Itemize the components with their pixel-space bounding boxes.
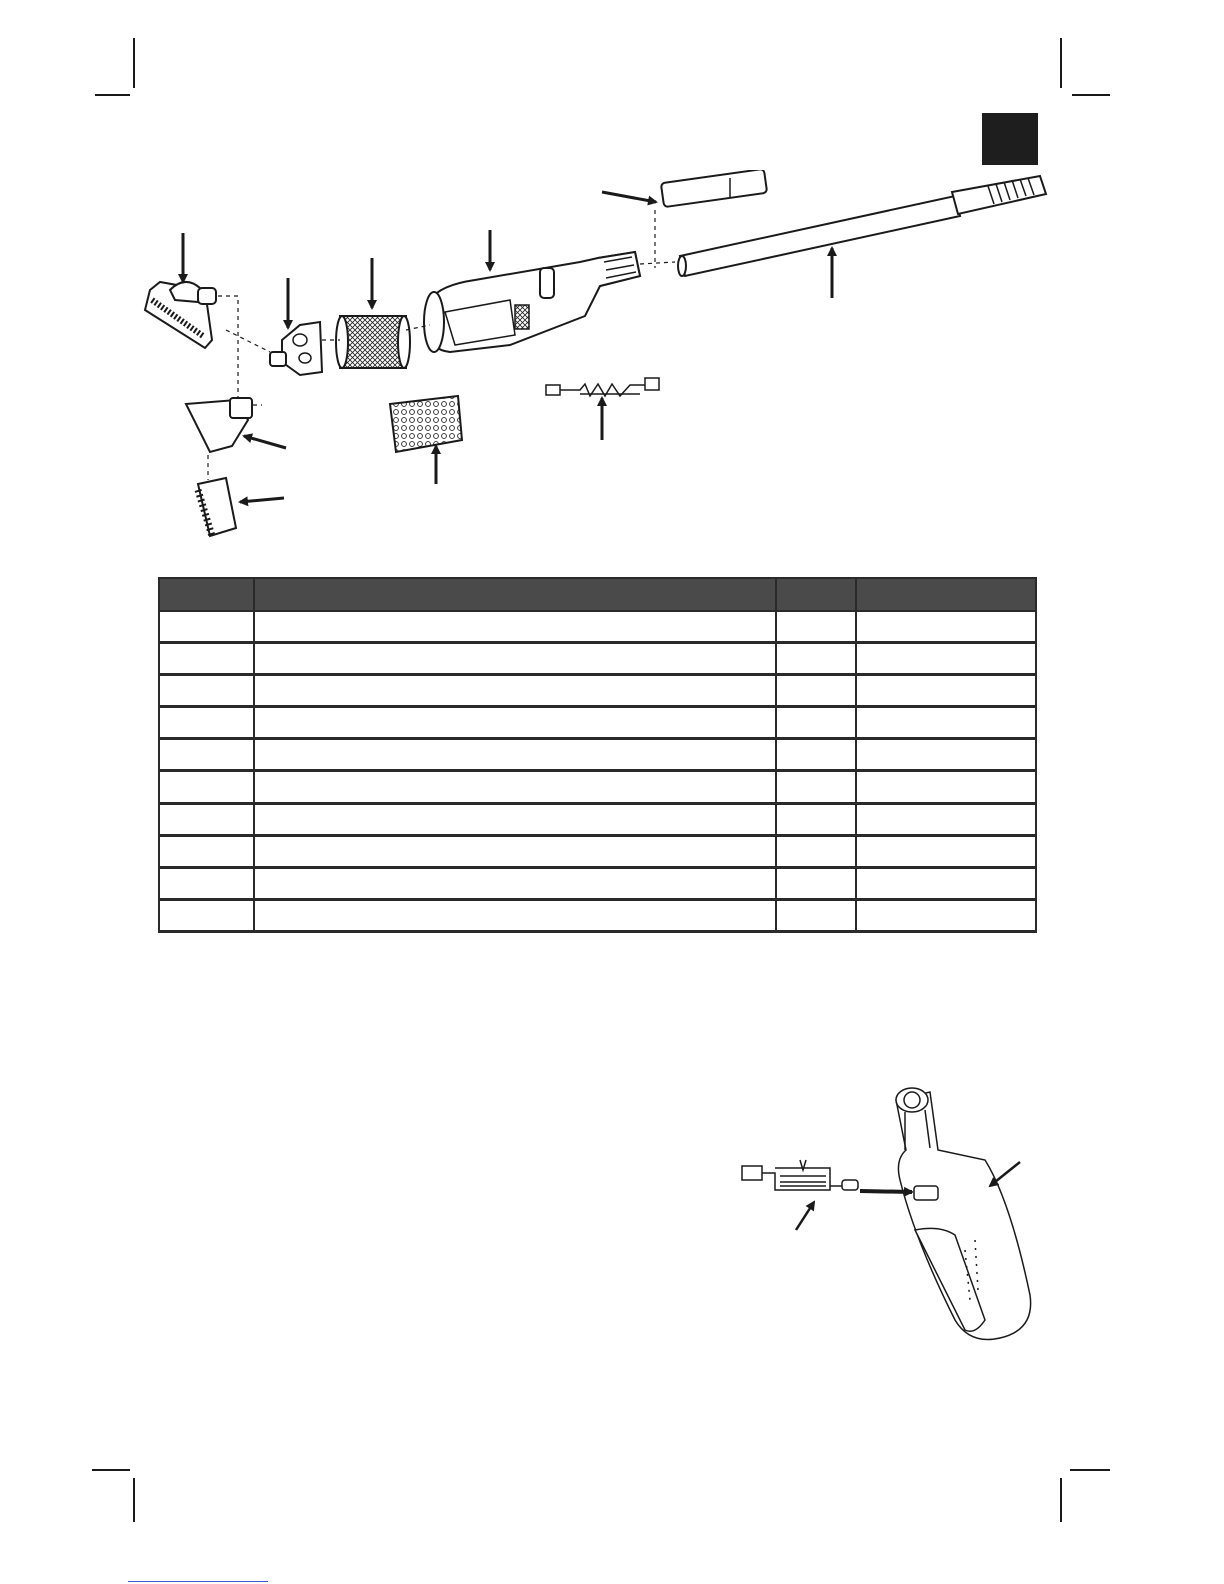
footer-link-underline[interactable] <box>128 1581 268 1582</box>
crop-mark-tr-v <box>1060 38 1062 88</box>
cell-number <box>159 771 254 803</box>
crop-mark-tr-h <box>1072 94 1110 96</box>
crop-mark-bl-v <box>133 1478 135 1522</box>
small-brush-icon <box>198 478 236 536</box>
cell-quantity <box>776 643 856 675</box>
cell-part-number <box>856 803 1036 835</box>
cell-description <box>254 739 776 771</box>
table-row <box>159 899 1036 931</box>
table-row <box>159 611 1036 643</box>
cell-description <box>254 643 776 675</box>
vacuum-body-icon <box>424 252 640 352</box>
cell-number <box>159 835 254 867</box>
filter-cartridge-icon <box>336 316 410 368</box>
arrow-cable-charging <box>796 1202 814 1230</box>
charging-diagram <box>720 1080 1060 1350</box>
cell-description <box>254 611 776 643</box>
cell-quantity <box>776 899 856 931</box>
crop-mark-bl-h <box>92 1469 130 1471</box>
table-row <box>159 739 1036 771</box>
table-row <box>159 707 1036 739</box>
usb-cable-charging-icon <box>742 1160 858 1190</box>
parts-table <box>158 577 1037 933</box>
arrow-body-charging <box>990 1162 1020 1186</box>
cell-description <box>254 835 776 867</box>
cell-part-number <box>856 611 1036 643</box>
cell-quantity <box>776 835 856 867</box>
cell-part-number <box>856 739 1036 771</box>
cell-part-number <box>856 867 1036 899</box>
table-row <box>159 867 1036 899</box>
arrow-extension <box>602 192 656 202</box>
cell-quantity <box>776 675 856 707</box>
cell-number <box>159 611 254 643</box>
cell-description <box>254 803 776 835</box>
cell-description <box>254 899 776 931</box>
parts-exploded-diagram <box>130 170 1060 550</box>
cell-part-number <box>856 771 1036 803</box>
crop-mark-tl-v <box>133 38 135 88</box>
vacuum-body-charging-icon <box>896 1088 1031 1340</box>
table-row <box>159 803 1036 835</box>
usb-cable-icon <box>546 378 659 396</box>
cell-quantity <box>776 739 856 771</box>
table-row <box>159 643 1036 675</box>
cell-number <box>159 899 254 931</box>
cell-description <box>254 867 776 899</box>
header-part-number <box>856 578 1036 611</box>
crop-mark-tl-h <box>95 94 130 96</box>
wide-nozzle-icon <box>186 398 252 452</box>
cell-part-number <box>856 899 1036 931</box>
header-quantity <box>776 578 856 611</box>
table-row <box>159 675 1036 707</box>
language-tab <box>982 113 1038 165</box>
cell-number <box>159 707 254 739</box>
cell-number <box>159 867 254 899</box>
cell-part-number <box>856 835 1036 867</box>
cell-number <box>159 643 254 675</box>
cell-description <box>254 675 776 707</box>
header-description <box>254 578 776 611</box>
cell-quantity <box>776 771 856 803</box>
adapter-icon <box>270 322 322 375</box>
cell-number <box>159 675 254 707</box>
cell-description <box>254 771 776 803</box>
cell-quantity <box>776 707 856 739</box>
table-header-row <box>159 578 1036 611</box>
cell-quantity <box>776 611 856 643</box>
extension-pole-icon <box>661 170 767 207</box>
cell-part-number <box>856 675 1036 707</box>
arrow-brush <box>240 498 284 502</box>
cell-number <box>159 739 254 771</box>
table-row <box>159 771 1036 803</box>
cell-quantity <box>776 803 856 835</box>
cell-quantity <box>776 867 856 899</box>
crop-mark-br-v <box>1060 1478 1062 1522</box>
cell-part-number <box>856 707 1036 739</box>
cell-description <box>254 707 776 739</box>
triangle-brush-icon <box>145 282 216 348</box>
arrow-plug-in <box>860 1191 912 1192</box>
arrow-nozzle <box>244 436 286 448</box>
crop-mark-br-h <box>1070 1469 1110 1471</box>
table-row <box>159 835 1036 867</box>
cell-number <box>159 803 254 835</box>
header-number <box>159 578 254 611</box>
mesh-bag-icon <box>390 396 462 452</box>
cell-part-number <box>856 643 1036 675</box>
